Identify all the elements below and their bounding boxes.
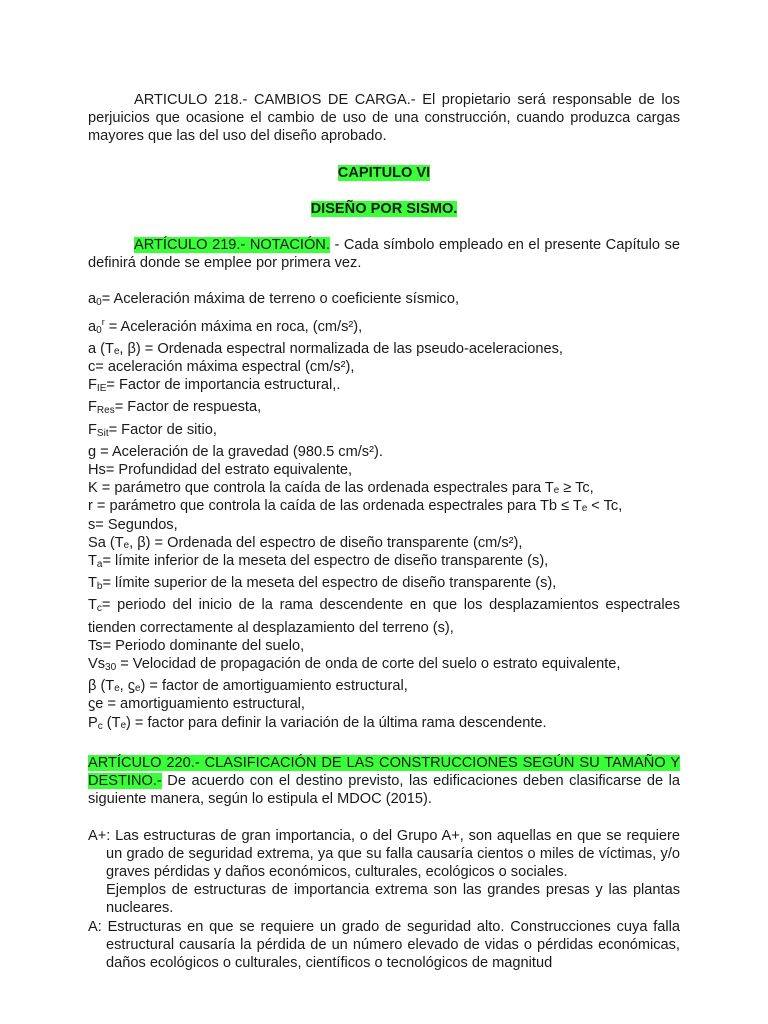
notation-definition: s= Segundos, <box>88 516 178 533</box>
notation-definition: = Factor de respuesta, <box>114 399 262 416</box>
notation-symbol: F <box>88 377 97 394</box>
notation-item <box>88 497 680 515</box>
notation-definition: = periodo del inicio de la rama descendente en que los desplazamientos espectrales tienden correctamente al desplazamiento del terreno (s), <box>88 597 680 636</box>
notation-definition: Hs= Profundidad del estrato equivalente, <box>88 462 353 479</box>
notation-item <box>88 695 680 713</box>
notation-item <box>88 358 680 376</box>
notation-definition: r = parámetro que controla la caída de las ordenada espectrales para Tb ≤ Tₑ < Tc, <box>88 498 623 515</box>
notation-definition: (Tₑ) = factor para definir la variación de la última rama descendente. <box>102 714 547 731</box>
notation-symbol: T <box>88 553 97 570</box>
notation-symbol: a <box>88 291 97 308</box>
notation-item <box>88 574 680 596</box>
notation-item <box>88 443 680 461</box>
notation-subscript: c <box>97 720 103 732</box>
notation-definition: a (Tₑ, β) = Ordenada espectral normalizada de las pseudo-aceleraciones, <box>88 340 563 357</box>
notation-definition: = Factor de importancia estructural,. <box>106 377 341 394</box>
group-a-plus-item: A+: Las estructuras de gran importancia, o del Grupo A+, son aquellas en que se requiere un grado de seguridad extrema, ya que su falla causaría cientos o miles de víctimas, y/o graves pérdidas y daños económicos, culturales, ecológicos o sociales. <box>88 827 680 880</box>
notation-definition: = Aceleración máxima en roca, (cm/s²), <box>104 318 363 335</box>
notation-definition: c= aceleración máxima espectral (cm/s²), <box>88 359 355 376</box>
notation-item <box>88 637 680 655</box>
notation-symbol: Vs <box>88 656 106 673</box>
chapter-title-line <box>88 200 680 218</box>
notation-definition: = límite superior de la meseta del espectro de diseño transparente (s), <box>102 575 557 592</box>
notation-subscript: Res <box>96 405 115 417</box>
notation-subscript: a <box>96 559 103 571</box>
notation-subscript: 0 <box>96 297 102 309</box>
article-218-heading: ARTICULO 218.- CAMBIOS DE CARGA.- <box>134 92 416 108</box>
notation-definition: Sa (Tₑ, β) = Ordenada del espectro de diseño transparente (cm/s²), <box>88 534 523 551</box>
notation-subscript: c <box>96 603 102 615</box>
article-220-paragraph <box>88 754 680 809</box>
notation-item <box>88 552 680 574</box>
notation-definition: g = Aceleración de la gravedad (980.5 cm/s²). <box>88 443 383 460</box>
notation-item <box>88 596 680 636</box>
group-a-plus-example: Ejemplos de estructuras de importancia extrema son las grandes presas y las plantas nucleares. <box>106 882 680 917</box>
article-220-heading: ARTÍCULO 220.- CLASIFICACIÓN DE LAS CONSTRUCCIONES SEGÚN SU TAMAÑO Y DESTINO.- <box>88 754 680 790</box>
notation-subscript: 0 <box>96 324 102 336</box>
notation-definition: Ts= Periodo dominante del suelo, <box>88 637 305 654</box>
notation-symbol: a <box>88 318 97 335</box>
notation-item <box>88 421 680 443</box>
notation-item <box>88 677 680 695</box>
notation-item <box>88 340 680 358</box>
document-page <box>88 91 680 972</box>
notation-definition: β (Tₑ, ϛₑ) = factor de amortiguamiento estructural, <box>88 678 408 695</box>
notation-symbol: F <box>88 421 97 438</box>
chapter-title: DISEÑO POR SISMO. <box>310 200 458 217</box>
article-218-paragraph <box>88 91 680 146</box>
notation-symbol: P <box>88 714 98 731</box>
chapter-heading: CAPITULO VI <box>337 164 431 181</box>
notation-item <box>88 461 680 479</box>
notation-symbol: T <box>88 597 97 614</box>
chapter-heading-line <box>88 164 680 182</box>
notation-item <box>88 313 680 340</box>
group-a-item: A: Estructuras en que se requiere un grado de seguridad alto. Construcciones cuya falla estructural causaría la pérdida de un número elevado de vidas o pérdidas económicas, daños ecológicos o culturales, científicos o tecnológicos de magnitud <box>88 918 680 971</box>
article-219-paragraph <box>88 236 680 272</box>
article-218-body: El propietario será responsable de los perjuicios que ocasione el cambio de uso de una construcción, cuando produzca cargas mayores que las del uso del diseño aprobado. <box>88 92 680 145</box>
notation-symbol: T <box>88 575 97 592</box>
notation-definition: = Velocidad de propagación de onda de corte del suelo o estrato equivalente, <box>116 656 621 673</box>
notation-subscript: 30 <box>105 662 117 674</box>
notation-definition: K = parámetro que controla la caída de las ordenada espectrales para Tₑ ≥ Tc, <box>88 480 594 497</box>
notation-definition: ϛe = amortiguamiento estructural, <box>88 696 305 713</box>
notation-item <box>88 290 680 312</box>
notation-definition: = Factor de sitio, <box>108 421 217 438</box>
article-219-heading: ARTÍCULO 219.- NOTACIÓN. <box>134 237 330 254</box>
notation-item <box>88 516 680 534</box>
notation-subscript: Sit <box>96 427 109 439</box>
notation-item <box>88 714 680 736</box>
article-220-body: De acuerdo con el destino previsto, las edificaciones deben clasificarse de la siguiente manera, según lo estipula el MDOC (2015). <box>88 773 680 808</box>
notation-superscript: r <box>101 316 105 327</box>
notation-item <box>88 398 680 420</box>
notation-symbol: F <box>88 399 97 416</box>
notation-list <box>88 290 680 735</box>
notation-item <box>88 376 680 398</box>
notation-definition: = Aceleración máxima de terreno o coeficiente sísmico, <box>101 291 459 308</box>
notation-item <box>88 655 680 677</box>
notation-definition: = límite inferior de la meseta del espectro de diseño transparente (s), <box>102 553 549 570</box>
notation-subscript: b <box>96 581 103 593</box>
notation-item <box>88 534 680 552</box>
article-219-body: - Cada símbolo empleado en el presente Capítulo se definirá donde se emplee por primera vez. <box>88 237 680 272</box>
notation-subscript: IE <box>96 383 107 395</box>
notation-item <box>88 479 680 497</box>
